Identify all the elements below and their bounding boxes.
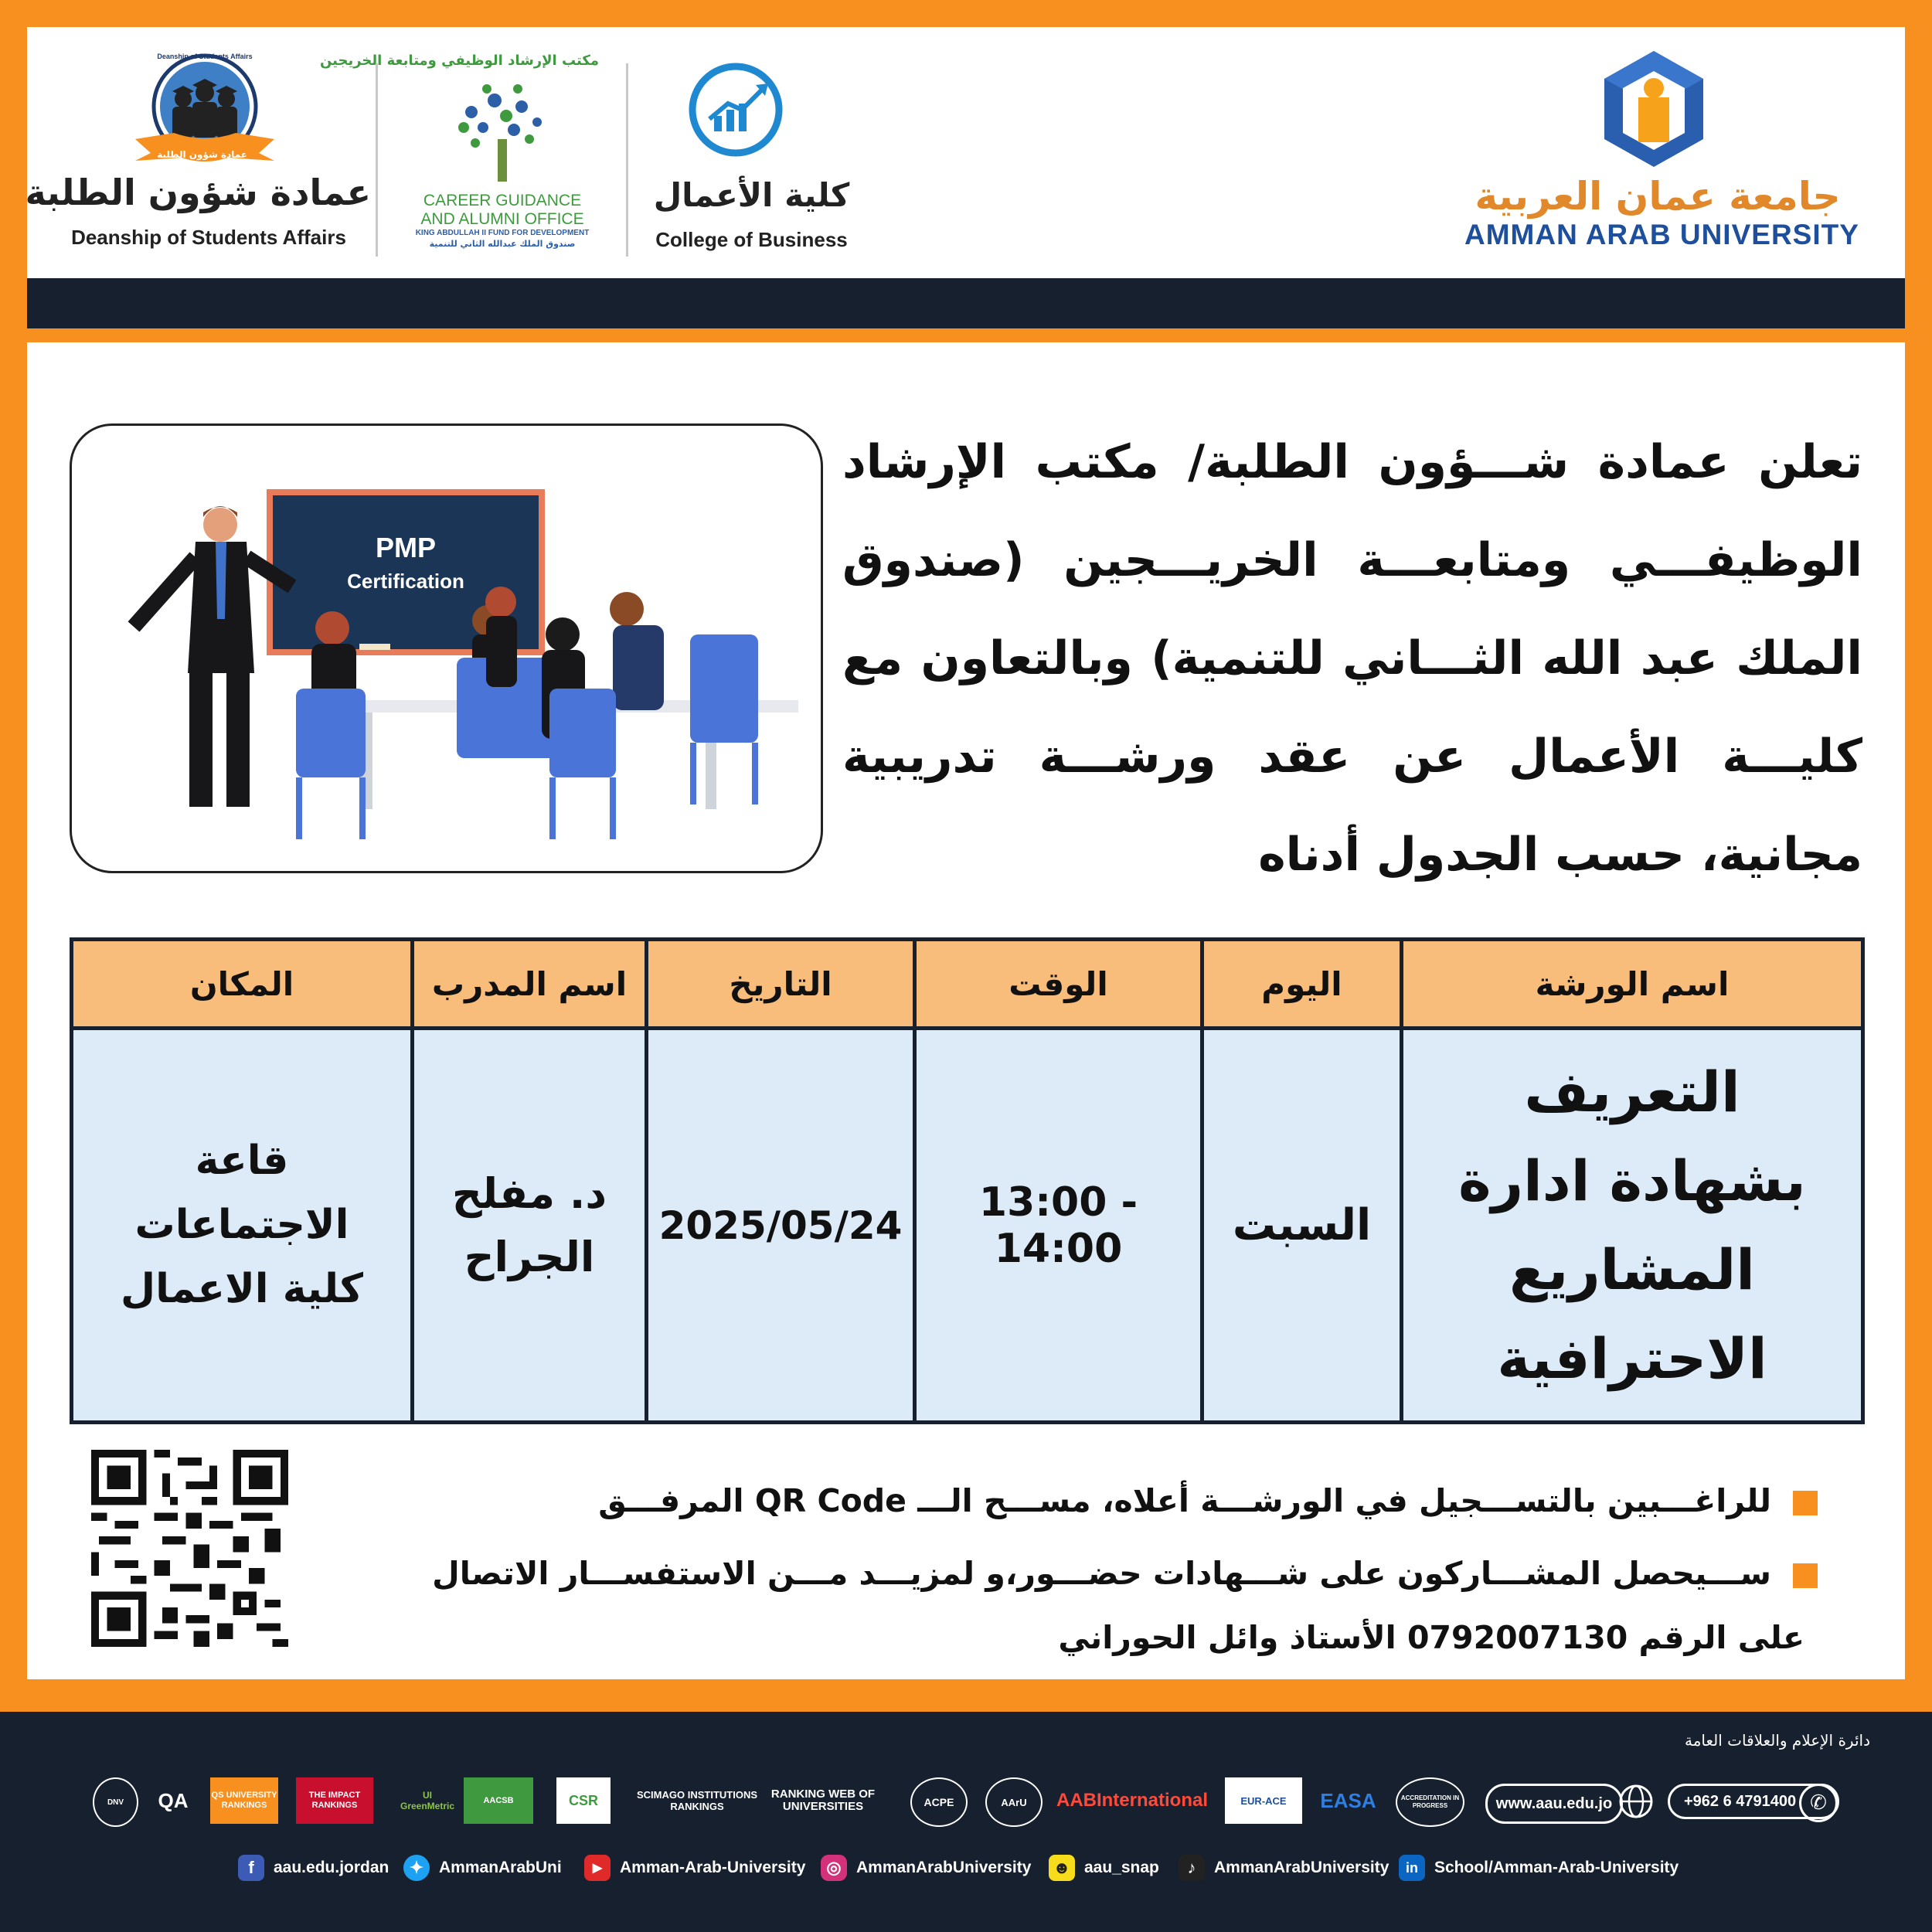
note-certificate [432, 1555, 1818, 1592]
deanship-ribbon-text: عمادة شؤون الطلبة [157, 149, 247, 160]
accreditation-logo: THE IMPACT RANKINGS [296, 1777, 373, 1824]
note-certificate-line1: ســـيحصل المشـــاركون على شـــهادات حضـــور،و لمزيـــد مـــن الاستفســـار الاتصال [432, 1555, 1771, 1592]
career-tree-logo [440, 77, 564, 185]
header-time: الوقت [915, 940, 1202, 1029]
cell-workshop: التعريف بشهادة ادارة المشاريع الاحترافية [1402, 1029, 1863, 1423]
note-register [598, 1482, 1818, 1519]
deanship-arc-text: Deanship of Students Affairs [157, 53, 253, 60]
header-day: اليوم [1202, 940, 1402, 1029]
social-facebook-handle: aau.edu.jordan [274, 1859, 389, 1876]
website-pill[interactable] [1485, 1784, 1623, 1824]
header-trainer: اسم المدرب [413, 940, 647, 1029]
website-text: www.aau.edu.jo [1495, 1794, 1613, 1812]
social-youtube[interactable] [584, 1851, 805, 1885]
accreditation-logo: CSR [556, 1777, 611, 1824]
social-twitter-handle: AmmanArabUni [439, 1859, 562, 1876]
social-instagram-handle: AmmanArabUniversity [856, 1859, 1032, 1876]
phone-icon: ✆ [1799, 1784, 1838, 1822]
phone-text: +962 6 4791400 [1684, 1792, 1797, 1810]
accreditation-logo: QA [158, 1788, 189, 1812]
twitter-icon: ✦ [403, 1855, 430, 1881]
social-facebook[interactable] [238, 1851, 389, 1885]
training-illustration [70, 423, 823, 873]
youtube-icon: ▶ [584, 1855, 611, 1881]
snapchat-icon: ☻ [1049, 1855, 1075, 1881]
cell-day: السبت [1202, 1029, 1402, 1423]
social-tiktok[interactable] [1179, 1851, 1389, 1885]
accreditation-logo: AABInternational [1056, 1790, 1208, 1811]
social-linkedin[interactable] [1399, 1851, 1679, 1885]
accreditation-logo: RANKING WEB OF UNIVERSITIES [770, 1787, 876, 1813]
aau-name-en: AMMAN ARAB UNIVERSITY [1464, 219, 1859, 250]
facebook-icon: f [238, 1855, 264, 1881]
classroom-scene [72, 426, 821, 871]
career-fund-ar: صندوق الملك عبدالله الثاني للتنمية [429, 239, 576, 249]
student-figure [610, 592, 758, 804]
career-office-arc-text: مكتب الإرشاد الوظيفي ومتابعة الخريجين [319, 53, 599, 69]
footer-department: دائرة الإعلام والعلاقات العامة [1684, 1731, 1870, 1750]
qr-code[interactable] [91, 1450, 288, 1647]
career-office-en-2: AND ALUMNI OFFICE [420, 210, 584, 228]
cell-location: قاعة الاجتماعات كلية الاعمال [72, 1029, 413, 1423]
social-snapchat-handle: aau_snap [1084, 1859, 1159, 1876]
deanship-name-en: Deanship of Students Affairs [71, 226, 346, 249]
student-figure [485, 587, 517, 687]
college-logo [688, 62, 784, 158]
note-certificate-line2: على الرقم 0792007130 الأستاذ وائل الحوراني [1058, 1619, 1804, 1656]
social-linkedin-handle: School/Amman-Arab-University [1434, 1859, 1679, 1876]
announcement-text: تعلن عمادة شـــؤون الطلبة/ مكتب الإرشاد الوظيفـــي ومتابعـــة الخريـــجين (صندوق الملك عبد الله الثـــاني للتنمية) وبالتعاون مع كليـــة الأعمال عن عقد ورشـــة تدريبية مجانية، حسب الجدول أدناه [842, 435, 1862, 882]
aau-cube-icon [1600, 48, 1708, 173]
bullet-square [1793, 1491, 1818, 1515]
cell-trainer: د. مفلح الجراح [413, 1029, 647, 1423]
cell-date: 2025/05/24 [647, 1029, 915, 1423]
header-location: المكان [72, 940, 413, 1029]
globe-icon [1617, 1782, 1655, 1821]
header-workshop: اسم الورشة [1402, 940, 1863, 1029]
career-office-en-1: CAREER GUIDANCE [423, 192, 582, 209]
instagram-icon: ◎ [821, 1855, 847, 1881]
bullet-square [1793, 1563, 1818, 1588]
header-divider [626, 63, 628, 257]
header-divider [376, 63, 378, 257]
social-twitter[interactable] [403, 1851, 562, 1885]
accreditation-logo: DNV [93, 1777, 138, 1827]
note-register-text: للراغـــبين بالتســـجيل في الورشـــة أعلاه، مســـح الـــ QR Code المرفـــق [598, 1482, 1771, 1519]
board-title: PMP [375, 532, 437, 563]
accreditation-logo: SCIMAGO INSTITUTIONS RANKINGS [637, 1789, 757, 1812]
tree-stars-icon [440, 77, 564, 185]
aau-name-ar: جامعة عمان العربية [1475, 174, 1841, 219]
college-name-en: College of Business [655, 228, 848, 251]
growth-chart-icon [688, 62, 784, 158]
schedule-table [70, 937, 1865, 1424]
college-name-ar: كلية الأعمال [653, 176, 850, 214]
social-youtube-handle: Amman-Arab-University [620, 1859, 806, 1876]
table-row [72, 1029, 1863, 1423]
social-tiktok-handle: AmmanArabUniversity [1214, 1859, 1389, 1876]
accreditation-logo: AACSB [464, 1777, 533, 1824]
aau-logo [1600, 48, 1708, 173]
accreditation-logo: QS UNIVERSITY RANKINGS [210, 1777, 278, 1824]
accreditation-logo: ACCREDITATION IN PROGRESS [1396, 1777, 1464, 1827]
student-figure [542, 617, 616, 839]
header-band [27, 278, 1905, 328]
accreditation-logo: ACPE [910, 1777, 968, 1827]
social-snapchat[interactable] [1049, 1851, 1159, 1885]
header-date: التاريخ [647, 940, 915, 1029]
deanship-name-ar: عمادة شؤون الطلبة [25, 172, 371, 213]
qr-code-icon [91, 1450, 288, 1647]
accreditation-logo: EASA [1320, 1788, 1376, 1812]
linkedin-icon: in [1399, 1855, 1425, 1881]
cell-time: 13:00 - 14:00 [915, 1029, 1202, 1423]
accreditation-logo: UI GreenMetric [400, 1790, 455, 1811]
footer [0, 1712, 1932, 1932]
career-fund-en: KING ABDULLAH II FUND FOR DEVELOPMENT [415, 229, 590, 237]
accreditation-logo: AArU [985, 1777, 1043, 1827]
tiktok-icon: ♪ [1179, 1855, 1205, 1881]
social-instagram[interactable] [821, 1851, 1031, 1885]
note-contact [1058, 1619, 1804, 1656]
table-header-row [72, 940, 1863, 1029]
accreditation-logo: EUR-ACE [1225, 1777, 1302, 1824]
board-subtitle: Certification [347, 570, 464, 593]
